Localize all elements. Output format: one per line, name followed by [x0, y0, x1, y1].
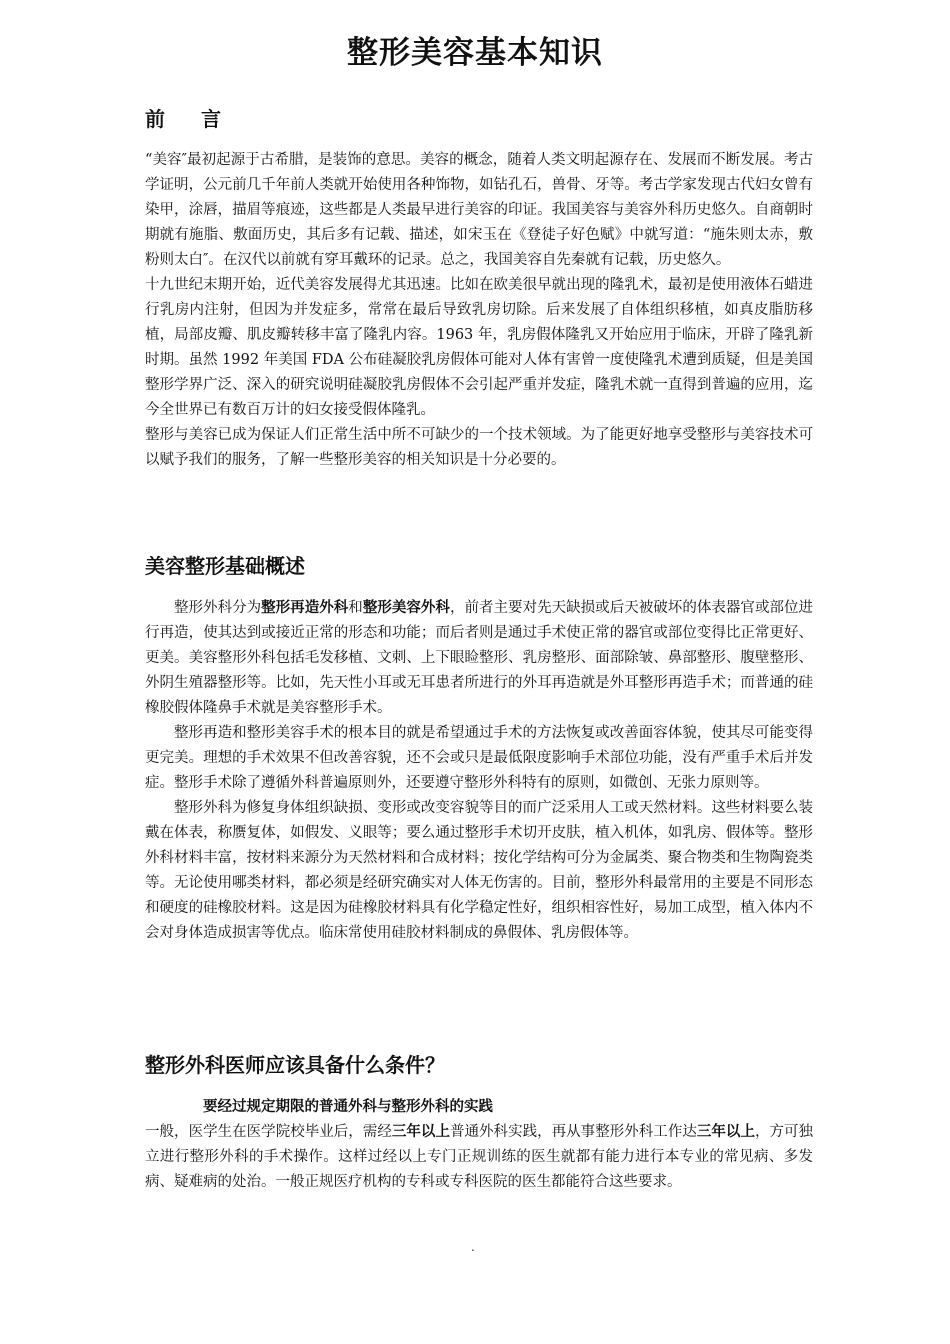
- preface-paragraph: 整形与美容已成为保证人们正常生活中所不可缺少的一个技术领域。为了能更好地享受整形与美容技术可以赋予我们的服务，了解一些整形美容的相关知识是十分必要的。: [145, 427, 813, 468]
- overview-section: [145, 596, 813, 946]
- document-title: 整形美容基本知识: [347, 35, 603, 71]
- term-reconstructive-surgery: 整形再造外科: [261, 600, 349, 616]
- text-run: 普通外科实践，再从事整形外科工作达: [449, 1124, 697, 1140]
- emphasis-three-years: 三年以上: [391, 1124, 450, 1140]
- text-run: 和: [348, 600, 363, 616]
- overview-paragraph: [145, 596, 813, 721]
- preface-paragraph: 十九世纪末期开始，近代美容发展得尤其迅速。比如在欧美很早就出现的隆乳术，最初是使用液体石蜡进行乳房内注射，但因为并发症多，常常在最后导致乳房切除。后来发展了自体组织移植，如真皮脂肪移植，局部皮瓣、肌皮瓣转移丰富了隆乳内容。1963 年，乳房假体隆乳又开始应用于临床，开辟了隆乳新时期。虽然 1992 年美国 FDA 公布硅凝胶乳房假体可能对人体有害曾一度使隆乳术遭到质疑，但是美国整形学界广泛、深入的研究说明硅凝胶乳房假体不会引起严重并发症，隆乳术就一直得到普遍的应用，迄今全世界已有数百万计的妇女接受假体隆乳。: [145, 277, 813, 418]
- overview-paragraph: 整形外科为修复身体组织缺损、变形或改变容貌等目的而广泛采用人工或天然材料。这些材料要么装戴在体表，称赝复体，如假发、义眼等；要么通过整形手术切开皮肤，植入机体，如乳房、假体等。整形外科材料丰富，按材料来源分为天然材料和合成材料；按化学结构可分为金属类、聚合物类和生物陶瓷类等。无论使用哪类材料，都必须是经研究确实对人体无伤害的。目前，整形外科最常用的主要是不同形态和硬度的硅橡胶材料。这是因为硅橡胶材料具有化学稳定性好，组织相容性好，易加工成型，植入体内不会对身体造成损害等优点。临床常使用硅胶材料制成的鼻假体、乳房假体等。: [145, 800, 813, 941]
- preface-heading: 前言: [145, 107, 257, 131]
- doctor-heading: 整形外科医师应该具备什么条件？: [145, 1053, 445, 1077]
- emphasis-three-years: 三年以上: [696, 1124, 755, 1140]
- preface-section: [145, 148, 813, 473]
- page-footer-mark: .: [471, 1240, 475, 1254]
- doctor-section: [145, 1120, 813, 1195]
- term-cosmetic-surgery: 整形美容外科: [362, 600, 450, 616]
- overview-heading: 美容整形基础概述: [145, 554, 305, 578]
- text-run: 整形外科分为: [174, 600, 262, 616]
- doctor-paragraph: [145, 1120, 813, 1195]
- text-run: ，方可独立进行整形外科的手术操作。这样过经以上专门正规训练的医生就都有能力进行本专业的常见病、多发病、疑难病的处治。一般正规医疗机构的专科或专科医院的医生都能符合这些要求。: [145, 1124, 814, 1190]
- doctor-subheading: 要经过规定期限的普通外科与整形外科的实践: [203, 1099, 493, 1115]
- overview-paragraph: 整形再造和整形美容手术的根本目的就是希望通过手术的方法恢复或改善面容体貌，使其尽可能变得更完美。理想的手术效果不但改善容貌，还不会或只是最低限度影响手术部位功能，没有严重手术后并发症。整形手术除了遵循外科普遍原则外，还要遵守整形外科特有的原则，如微创、无张力原则等。: [145, 725, 813, 791]
- text-run: ，前者主要对先天缺损或后天被破坏的体表器官或部位进行再造，使其达到或接近正常的形态和功能；而后者则是通过手术使正常的器官或部位变得比正常更好、更美。美容整形外科包括毛发移植、文刺、上下眼睑整形、乳房整形、面部除皱、鼻部整形、腹壁整形、外阴生殖器整形等。比如，先天性小耳或无耳患者所进行的外耳再造就是外耳整形再造手术；而普通的硅橡胶假体隆鼻手术就是美容整形手术。: [145, 600, 814, 716]
- text-run: 一般，医学生在医学院校毕业后，需经: [145, 1124, 392, 1140]
- preface-paragraph: “美容″最初起源于古希腊，是装饰的意思。美容的概念，随着人类文明起源存在、发展而不断发展。考古学证明，公元前几千年前人类就开始使用各种饰物，如钻孔石，兽骨、牙等。考古学家发现古代妇女曾有染甲，涂唇，描眉等痕迹，这些都是人类最早进行美容的印证。我国美容与美容外科历史悠久。自商朝时期就有施脂、敷面历史，其后多有记载、描述，如宋玉在《登徒子好色赋》中就写道：“施朱则太赤，敷粉则太白″。在汉代以前就有穿耳戴环的记录。总之，我国美容自先秦就有记载，历史悠久。: [145, 152, 813, 268]
